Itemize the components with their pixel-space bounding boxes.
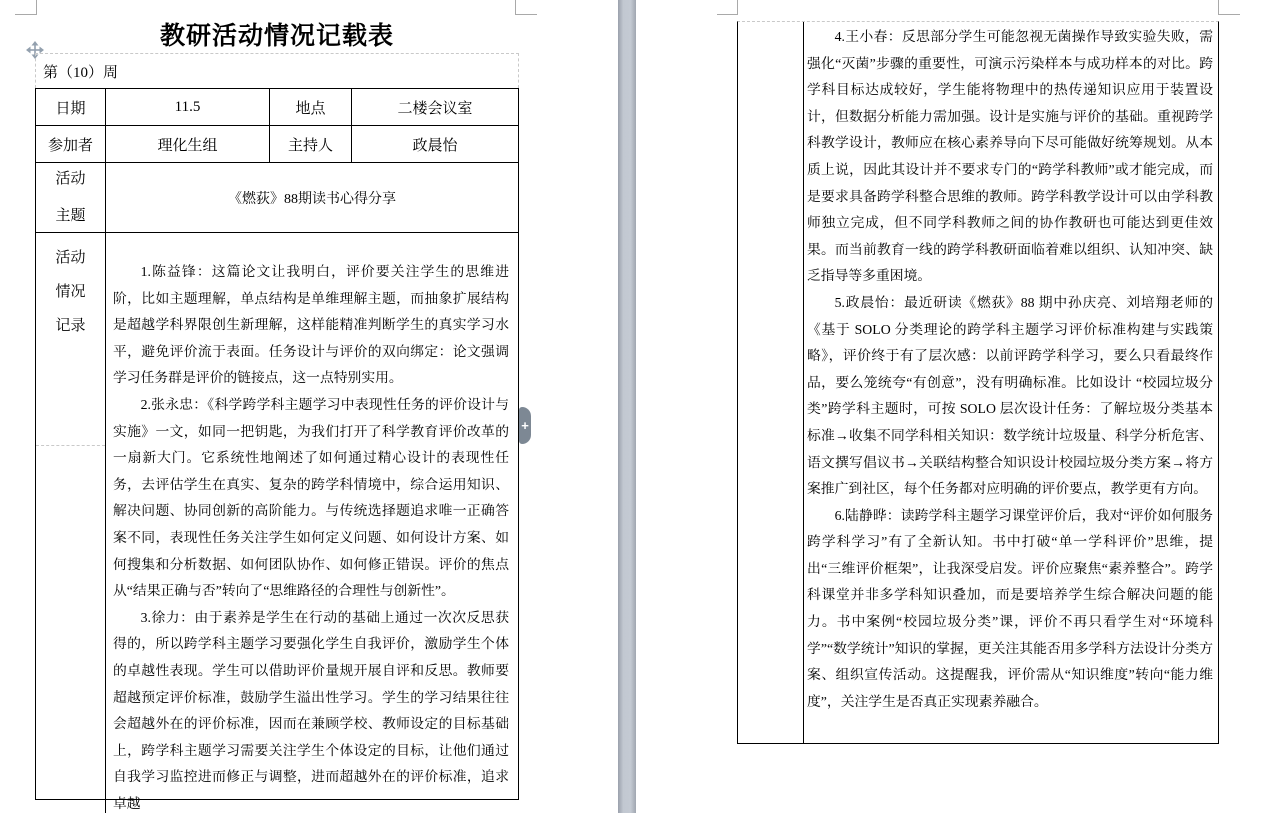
- record-paragraph: 4.王小春：反思部分学生可能忽视无菌操作导致实验失败，需强化“灭菌”步骤的重要性，可演示污染样本与成功样本的对比。跨学科目标达成较好，学生能将物理中的热传递知识应用于装置设计，但数据分析能力需加强。设计是实施与评价的基础。重视跨学科教学设计，教师应在核心素养导向下尽可能做好统筹规划。从本质上说，因此其设计并不要求专门的“跨学科教师”或才能完成，而是要求具备跨学科整合思维的教师。跨学科教学设计可以由学科教师独立完成，但不同学科教师之间的协作教研也可能达到更佳效果。而当前教育一线的跨学科教研面临着难以组织、认知冲突、缺乏指导等多重困境。: [807, 29, 1213, 284]
- record-paragraph: 6.陆静晔：读跨学科主题学习课堂评价后，我对“评价如何服务跨学科学习”有了全新认知。书中打破“单一学科评价”思维，提出“三维评价框架”，让我深受启发。评价应聚焦“素养整合”。跨学科课堂并非多学科知识叠加，而是要培养学生综合解决问题的能力。书中案例“校园垃圾分类”课，评价不再只看学生对“环境科学”“数学统计”知识的掌握，更关注其能否用多学科方法设计分类方案、组织宣传活动。这提醒我，评价需从“知识维度”转向“能力维度”，关注学生是否真正实现素养融合。: [807, 507, 1213, 709]
- plus-icon: +: [521, 418, 529, 433]
- table-row: [36, 89, 518, 126]
- margin-corner-mark: [36, 0, 37, 15]
- participants-label-cell: 参加者: [36, 126, 106, 162]
- margin-corner-mark: [737, 0, 738, 15]
- record-content-page2: [804, 22, 1218, 743]
- date-value-cell: 11.5: [106, 89, 270, 125]
- record-label-line: 活动: [55, 250, 86, 266]
- page-2: [636, 0, 1272, 813]
- record-paragraph: 2.张永忠：《科学跨学科主题学习中表现性任务的评价设计与实施》一文，如同一把钥匙，为我们打开了科学教育评价改革的一扇新大门。它系统性地阐述了如何通过精心设计的表现性任务，去评估学生在真实、复杂的跨学科情境中，综合运用知识、解决问题、协同创新的高阶能力。与传统选择题追求唯一正确答案不同，表现性任务关注学生如何定义问题、如何设计方案、如何搜集和分析数据、如何团队协作、如何修正错误。评价的焦点从“结果正确与否”转向了“思维路径的合理性与创新性”。: [113, 396, 509, 599]
- date-label-cell: 日期: [36, 89, 106, 125]
- theme-label-cell: [36, 163, 106, 232]
- location-value-cell: 二楼会议室: [397, 100, 473, 117]
- page-split-plus-button[interactable]: [519, 407, 531, 444]
- table-row: [36, 163, 518, 233]
- record-label-line: 记录: [55, 318, 86, 334]
- table-row: [36, 233, 518, 813]
- record-label-line: 情况: [55, 284, 86, 300]
- record-label-column-continued: [738, 22, 804, 743]
- record-paragraph: 3.徐力：由于素养是学生在行动的基础上通过一次次反思获得的，所以跨学科主题学习要强化学生自我评价，激励学生个体的卓越性表现。学生可以借助评价量规开展自评和反思。教师要超越预定评价标准，鼓励学生溢出性学习。学生的学习结果往往会超越外在的评价标准，因而在兼顾学校、教师设定的目标基础上，跨学科主题学习需要关注学生个体设定的目标，让他们通过自我学习监控进而修正与调整，进而超越外在的评价标准，追求卓越: [113, 609, 509, 811]
- table-row: [36, 126, 518, 163]
- record-label-cell: [36, 233, 106, 813]
- margin-corner-mark: [515, 0, 516, 15]
- row-split-dashed-line: [36, 445, 105, 447]
- location-label-cell: 地点: [270, 89, 352, 125]
- page-1: [0, 0, 618, 813]
- page-gap-divider: [618, 0, 636, 813]
- week-row: [35, 53, 519, 88]
- record-paragraph: 5.政晨怡：最近研读《燃荻》88 期中孙庆亮、刘培翔老师的《基于 SOLO 分类理论的跨学科主题学习评价标准构建与实践策略》，评价终于有了层次感：以前评跨学科学习，要么只看最终作品，要么笼统夸“有创意”，没有明确标准。比如设计 “校园垃圾分类”跨学科主题时，可按 SOLO 层次设计任务：了解垃圾分类基本标准→收集不同学科相关知识：数学统计垃圾量、科学分析危害、语文撰写倡议书→关联结构整合知识设计校园垃圾分类方案→将方案推广到社区，每个任务都对应明确的评价要点，教学更有方向。: [807, 294, 1213, 497]
- theme-label-line: 活动: [55, 170, 86, 187]
- record-table-continued: [737, 21, 1219, 744]
- record-paragraph: 1.陈益锋：这篇论文让我明白，评价要关注学生的思维进阶，比如主题理解，单点结构是单维理解主题，而抽象扩展结构是超越学科界限创生新理解，这样能精准判断学生的真实学习水平，避免评价流于表面。任务设计与评价的双向绑定：论文强调学习任务群是评价的链接点，这一点特别实用。: [113, 264, 509, 386]
- theme-value-cell: 《燃荻》88期读书心得分享: [228, 191, 396, 207]
- week-label: 第（10）周: [43, 64, 119, 81]
- host-value-cell: 政晨怡: [412, 137, 458, 154]
- record-table: [35, 88, 519, 811]
- host-label-cell: 主持人: [270, 126, 352, 162]
- margin-corner-mark: [516, 14, 537, 15]
- margin-corner-mark: [1218, 0, 1219, 15]
- page-title: 教研活动情况记载表: [159, 23, 394, 50]
- margin-corner-mark: [15, 14, 36, 15]
- margin-corner-mark: [717, 14, 738, 15]
- margin-corner-mark: [1219, 14, 1240, 15]
- theme-label-line: 主题: [55, 207, 86, 224]
- record-content-page1: [106, 233, 518, 813]
- participants-value-cell: 理化生组: [106, 126, 270, 162]
